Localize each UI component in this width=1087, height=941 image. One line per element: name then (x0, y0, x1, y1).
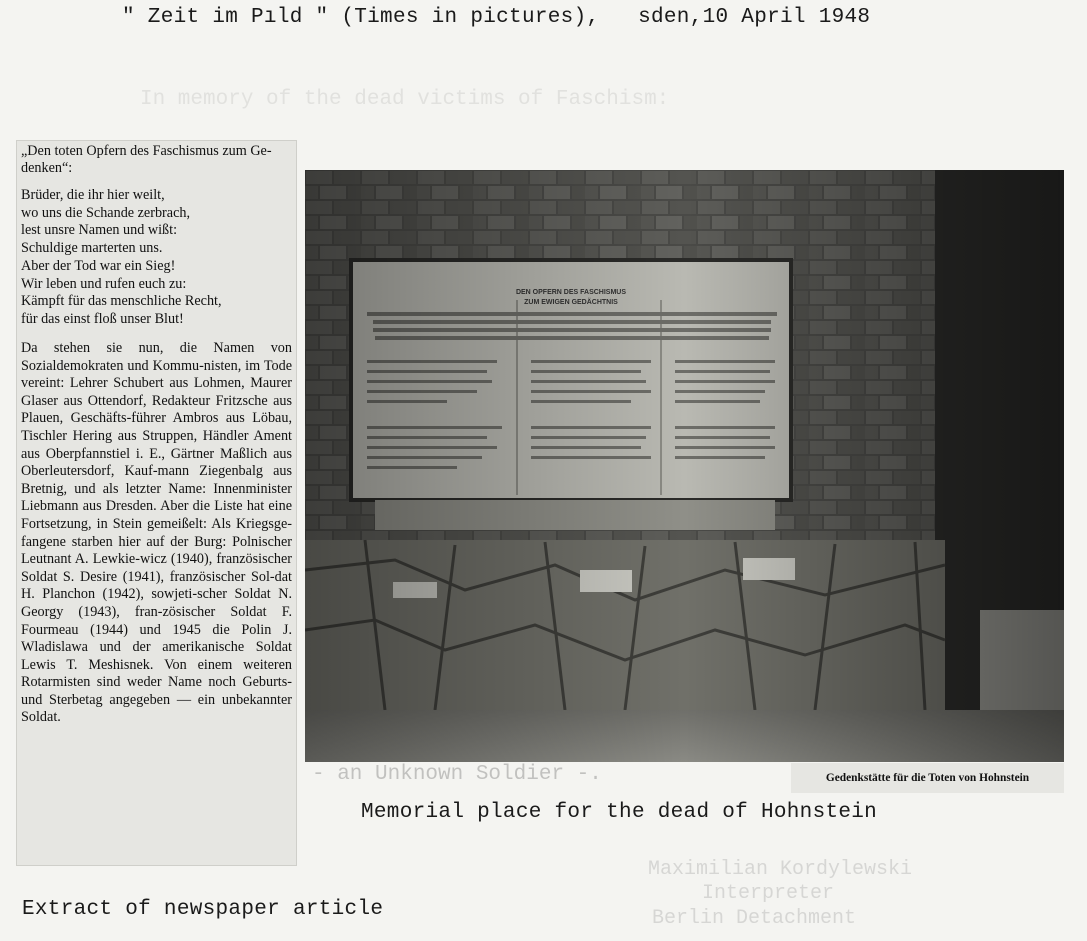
memorial-caption: Memorial place for the dead of Hohnstein (361, 801, 878, 824)
poem-line: Wir leben und rufen euch zu: (21, 275, 187, 292)
show-through-line-1: In memory of the dead victims of Faschism: (140, 88, 670, 111)
newspaper-clipping (16, 140, 297, 866)
poem-line: Schuldige marterten uns. (21, 240, 163, 257)
footer-note: Extract of newspaper article (22, 898, 384, 921)
clipping-headline: „Den toten Opfern des Faschismus zum Ge-denken“: (21, 143, 272, 176)
poem-line: für das einst floß unser Blut! (21, 310, 184, 327)
poem-line: Kämpft für das menschliche Recht, (21, 293, 222, 310)
memorial-photo-image (305, 170, 1064, 762)
show-through-line-2: - an Unknown Soldier -. (312, 763, 602, 786)
poem (21, 187, 296, 329)
show-through-line-3: Maximilian Kordylewski (648, 858, 913, 881)
poem-line: lest unsre Namen und wißt: (21, 222, 178, 239)
poem-line: Aber der Tod war ein Sieg! (21, 257, 176, 274)
show-through-line-4: Interpreter (702, 882, 835, 905)
memorial-photo (305, 170, 1064, 762)
poem-line: Brüder, die ihr hier weilt, (21, 187, 165, 203)
poem-line: wo uns die Schande zerbrach, (21, 204, 191, 221)
photo-caption: Gedenkstätte für die Toten von Hohnstein (791, 763, 1064, 793)
clipping-body: Da stehen sie nun, die Namen von Sozialdemokraten und Kommu-nisten, im Tode vereint: Lehrer Schubert aus Lohmen, Maurer Glaser aus Ottendorf, Redakteur Fritzsche aus Plauen, Geschäfts-führer Ambros aus Löbau, Tischler Hering aus Struppen, Händler Ament aus Oberpfannstiel i. E., Gärtner Maßlich aus Oberleutersdorf, Kauf-mann Ziegenbalg aus Bretnig, und als letzter Name: Innenminister Liebmann aus Dresden. Aber die Liste hat eine Fortsetzung, in Stein gemeißelt: Als Kriegsge-fangene starben hier auf der Burg: Polnischer Leutnant A. Lewkie-wicz (1940), französischer Soldat S. Desire (1941), französischer Sol-dat H. Planchon (1942), sowjeti-scher Soldat N. Georgy (1943), fran-zösischer Soldat F. Fourmeau (1944) und 1945 die Polin J. Wladislawa und der amerikanische Soldat Lewis T. Meshisnek. Von einem weiteren Rotarmisten sind weder Name noch Geburts- und Sterbetag angegeben — ein unbekannter Soldat. (21, 340, 292, 726)
document-header: " Zeit im Pıld " (Times in pictures), sden,10 April 1948 (122, 6, 871, 29)
show-through-line-5: Berlin Detachment (652, 907, 857, 930)
